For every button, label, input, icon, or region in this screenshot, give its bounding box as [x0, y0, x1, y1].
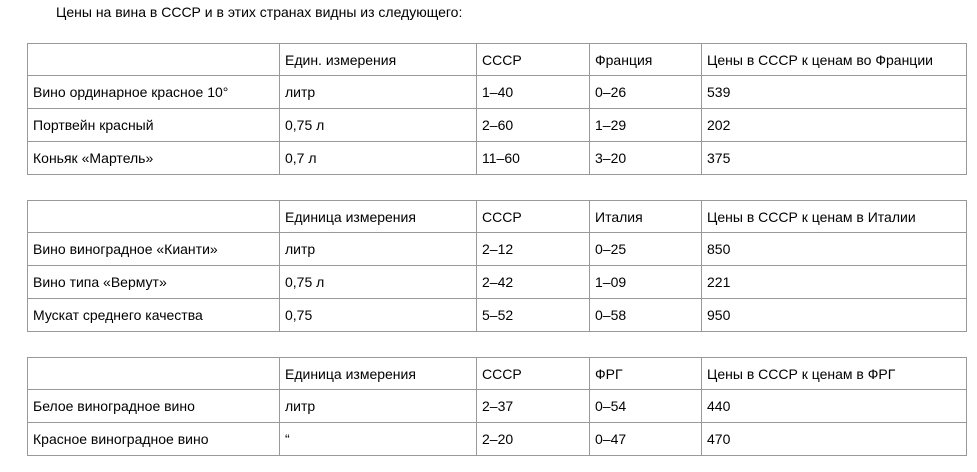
cell-unit: литр	[280, 233, 477, 266]
header-cell-product	[28, 201, 280, 233]
cell-ratio: 539	[702, 76, 967, 109]
cell-product: Красное виноградное вино	[28, 423, 280, 456]
table-row	[28, 109, 967, 142]
table-header-row	[28, 201, 967, 233]
cell-ratio: 221	[702, 266, 967, 299]
cell-product: Портвейн красный	[28, 109, 280, 142]
cell-unit: литр	[280, 76, 477, 109]
cell-ussr-price: 2–12	[477, 233, 590, 266]
cell-product: Вино виноградное «Кианти»	[28, 233, 280, 266]
cell-country-price: 0–54	[590, 390, 702, 423]
header-cell-country: ФРГ	[590, 358, 702, 390]
price-table-frg	[27, 357, 967, 456]
table-row	[28, 142, 967, 175]
table-row	[28, 390, 967, 423]
cell-ratio: 470	[702, 423, 967, 456]
header-cell-ratio: Цены в СССР к ценам в ФРГ	[702, 358, 967, 390]
header-cell-product	[28, 358, 280, 390]
cell-ussr-price: 11–60	[477, 142, 590, 175]
cell-country-price: 3–20	[590, 142, 702, 175]
table-row	[28, 266, 967, 299]
price-table-france	[27, 43, 967, 175]
cell-unit: 0,75 л	[280, 266, 477, 299]
cell-ratio: 375	[702, 142, 967, 175]
header-cell-unit: Единица измерения	[280, 358, 477, 390]
header-cell-ratio: Цены в СССР к ценам во Франции	[702, 44, 967, 76]
cell-product: Вино типа «Вермут»	[28, 266, 280, 299]
cell-unit: 0,7 л	[280, 142, 477, 175]
header-cell-ussr: СССР	[477, 44, 590, 76]
cell-ratio: 202	[702, 109, 967, 142]
table-row	[28, 423, 967, 456]
header-cell-unit: Единица измерения	[280, 201, 477, 233]
cell-ratio: 950	[702, 299, 967, 332]
header-cell-unit: Един. измерения	[280, 44, 477, 76]
header-cell-country: Франция	[590, 44, 702, 76]
header-cell-country: Италия	[590, 201, 702, 233]
cell-ussr-price: 2–20	[477, 423, 590, 456]
cell-unit: литр	[280, 390, 477, 423]
cell-ratio: 850	[702, 233, 967, 266]
cell-country-price: 0–26	[590, 76, 702, 109]
cell-ratio: 440	[702, 390, 967, 423]
header-cell-ussr: СССР	[477, 358, 590, 390]
cell-country-price: 0–47	[590, 423, 702, 456]
header-cell-product	[28, 44, 280, 76]
cell-ussr-price: 2–60	[477, 109, 590, 142]
cell-country-price: 1–09	[590, 266, 702, 299]
cell-product: Вино ординарное красное 10°	[28, 76, 280, 109]
cell-country-price: 0–25	[590, 233, 702, 266]
table-header-row	[28, 44, 967, 76]
cell-product: Белое виноградное вино	[28, 390, 280, 423]
cell-product: Мускат среднего качества	[28, 299, 280, 332]
header-cell-ratio: Цены в СССР к ценам в Италии	[702, 201, 967, 233]
cell-ussr-price: 2–37	[477, 390, 590, 423]
cell-unit: 0,75 л	[280, 109, 477, 142]
cell-country-price: 0–58	[590, 299, 702, 332]
cell-product: Коньяк «Мартель»	[28, 142, 280, 175]
cell-ussr-price: 1–40	[477, 76, 590, 109]
table-row	[28, 299, 967, 332]
cell-unit: “	[280, 423, 477, 456]
price-table-italy	[27, 200, 967, 332]
header-cell-ussr: СССР	[477, 201, 590, 233]
table-row	[28, 233, 967, 266]
table-header-row	[28, 358, 967, 390]
table-row	[28, 76, 967, 109]
cell-unit: 0,75	[280, 299, 477, 332]
cell-ussr-price: 2–42	[477, 266, 590, 299]
cell-ussr-price: 5–52	[477, 299, 590, 332]
intro-text: Цены на вина в СССР и в этих странах видны из следующего:	[56, 4, 463, 20]
cell-country-price: 1–29	[590, 109, 702, 142]
